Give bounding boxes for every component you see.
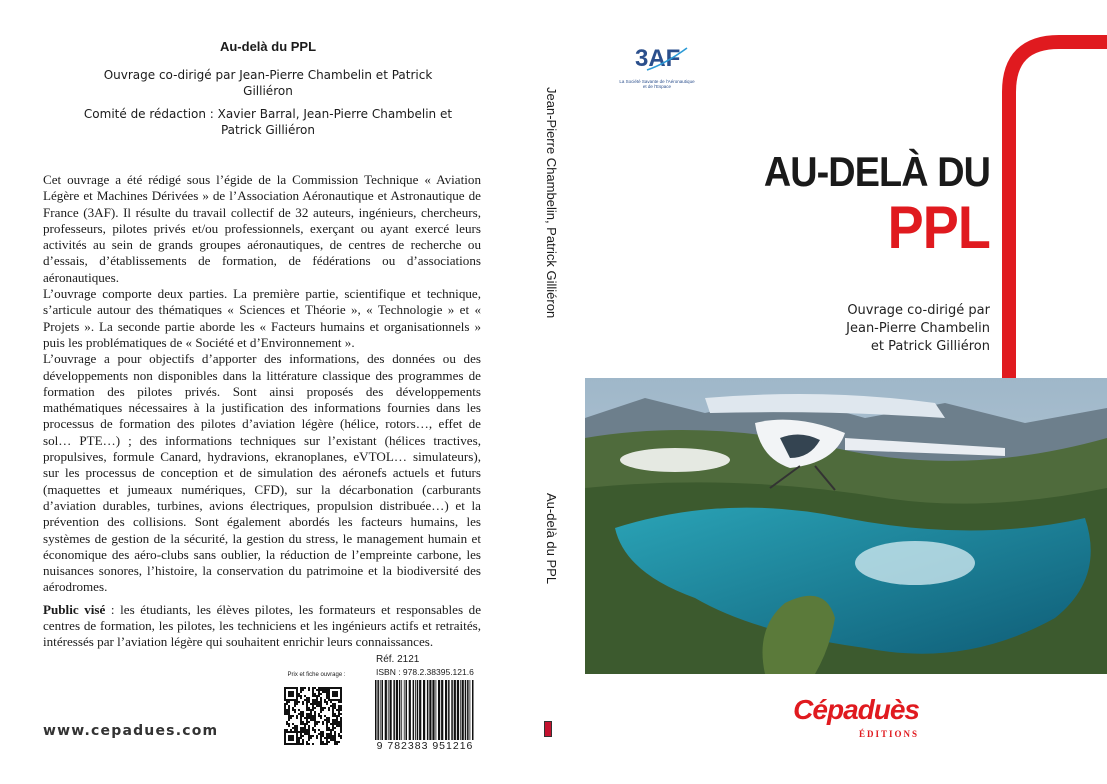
spine-publisher-mark: [544, 721, 552, 737]
qr-code[interactable]: [284, 687, 342, 745]
spine-authors: Jean-Pierre Chambelin, Patrick Gilliéron: [544, 87, 559, 319]
public-audience: [43, 602, 481, 651]
publisher-logo: Cépaduès: [793, 694, 919, 725]
spine-title: Au-delà du PPL: [544, 493, 559, 585]
reference-number: Réf. 2121: [376, 654, 420, 665]
front-title-line2: PPL: [887, 194, 990, 261]
front-title-line1: AU-DELÀ DU: [763, 148, 990, 195]
back-blurb: [43, 172, 481, 651]
committee-text: Comité de rédaction : Xavier Barral, Jean-Pierre Chambelin et Patrick Gilliéron: [83, 107, 453, 137]
blurb-paragraph: L’ouvrage comporte deux parties. La première partie, scientifique et technique, s’articule autour des thématiques « Sciences et Théorie », « Technologie » et « Projets ». La seconde partie aborde les « Facteurs humains et organisationnels » puis les problématiques de « Société et d’Environnement ».: [43, 286, 481, 350]
logo-text: 3AF: [635, 45, 681, 72]
blurb-paragraph: L’ouvrage a pour objectifs d’apporter des informations, des données ou des développements non disponibles dans la littérature classique des programmes de formation des pilotes privés. Sont ainsi proposés des développements mathématiques nécessaires à la justification des informations fournies dans les processus de formation des pilotes d’aviation légère (hélice, rotors…, effet de sol… PTE…) ; des informations techniques sur l’existant (hélices tractives, propulsives, formule Canard, hydravions, ekranoplanes, eVTOL… simulateurs), sur les processus de conception et de simulation des aéronefs actuels et futurs (maquettes et jumeaux numériques, CFD), sur la décarbonation (carburants d’aviation durables, turbines, avions électriques, propulsion distribuée…) et la prévention des collisions. Sont également abordés les facteurs humains, les systèmes de gestion de la sécurité, la gestion du stress, le management humain et économique des aéro-clubs sans oublier, la réduction de l’empreinte carbone, les nuisances sonores, l’histoire, la conservation du patrimoine et la biodiversité des aérodromes.: [43, 351, 481, 595]
barcode-digits: 9 782383 951216: [376, 740, 474, 752]
public-text: : les étudiants, les élèves pilotes, les formateurs et responsables de centres de formation, les pilotes, les techniciens et les ingénieurs actifs et retraités, intéressés par l’aviation légère qui souhaitent enrichir leurs connaissances.: [43, 601, 482, 650]
logo-caption: La Société Savante de l'Aéronautique et de l'Espace: [619, 79, 695, 89]
back-codirection: [0, 67, 536, 99]
front-codir-line3: et Patrick Gilliéron: [870, 339, 990, 354]
codirection-text: Ouvrage co-dirigé par Jean-Pierre Chambelin et Patrick Gilliéron: [103, 68, 433, 98]
publisher-subtitle: ÉDITIONS: [858, 729, 919, 739]
front-codir-line2: Jean-Pierre Chambelin: [846, 321, 990, 336]
red-corner-frame: [975, 30, 1107, 390]
public-label: Public visé: [43, 601, 106, 617]
back-committee: [0, 106, 536, 138]
website-link[interactable]: www.cepadues.com: [43, 723, 219, 739]
cover-photo: [585, 378, 1107, 674]
back-title: Au-delà du PPL: [219, 39, 317, 54]
front-codir-line1: Ouvrage co-dirigé par: [847, 303, 990, 318]
qr-caption: Prix et fiche ouvrage :: [287, 672, 346, 678]
blurb-paragraph: Cet ouvrage a été rédigé sous l’égide de la Commission Technique « Aviation Légère et Machines Dérivées » de l’Association Aéronautique et Astronautique de France (3AF). Il résulte du travail collectif de 32 auteurs, ingénieurs, chercheurs, professeurs, pilotes privés et/ou professionnels, exerçant ou ayant exercé leurs activités au sein de grands groupes aéronautiques, de centres de recherche ou d’essais, d’établissements de formation, de fédérations ou d’associations aéronautiques.: [43, 172, 481, 285]
barcode: [373, 680, 477, 740]
isbn: ISBN : 978.2.38395.121.6: [376, 667, 474, 677]
